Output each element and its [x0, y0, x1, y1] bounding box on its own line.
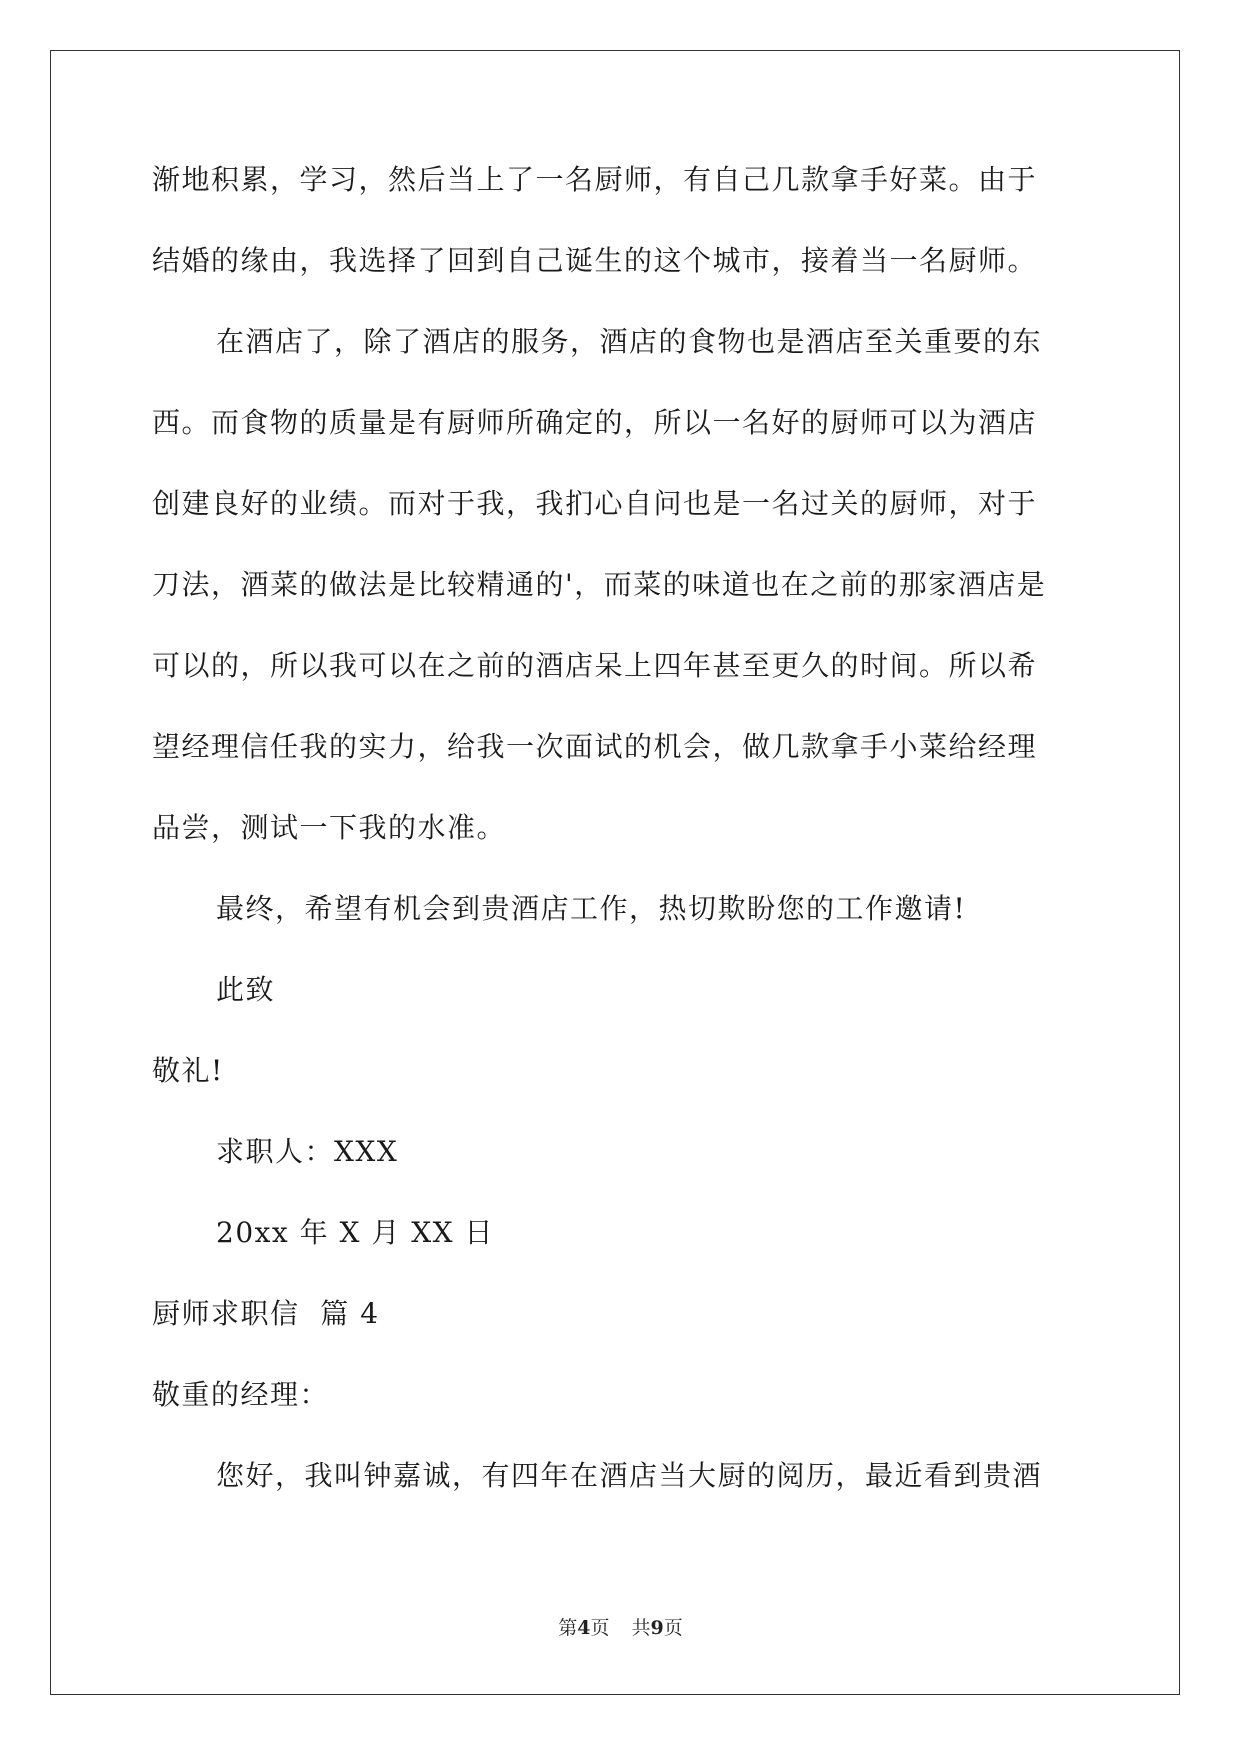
paragraph-line: 西。而食物的质量是有厨师所确定的，所以一名好的厨师可以为酒店: [152, 406, 1038, 439]
section-heading: 厨师求职信 篇 4: [152, 1297, 380, 1330]
document-body: [152, 160, 1082, 1537]
salutation-jingli: 敬礼!: [152, 1054, 224, 1087]
total-page-number: 9: [650, 1617, 664, 1639]
applicant-name: 求职人：XXX: [216, 1135, 399, 1168]
footer-total-suffix: 页: [663, 1617, 683, 1639]
paragraph-line: 品尝，测试一下我的水准。: [152, 811, 507, 844]
footer-page-suffix: 页: [590, 1617, 610, 1639]
closing-wish: 最终，希望有机会到贵酒店工作，热切欺盼您的工作邀请!: [216, 892, 967, 925]
letter-date: 20xx 年 X 月 XX 日: [216, 1216, 495, 1249]
paragraph-line: 在酒店了，除了酒店的服务，酒店的食物也是酒店至关重要的东: [216, 325, 1043, 358]
paragraph-line: 您好，我叫钟嘉诚，有四年在酒店当大厨的阅历，最近看到贵酒: [216, 1459, 1043, 1492]
letter-greeting: 敬重的经理：: [152, 1378, 330, 1411]
footer-prefix: 第: [558, 1617, 578, 1639]
paragraph-line: 望经理信任我的实力，给我一次面试的机会，做几款拿手小菜给经理: [152, 730, 1038, 763]
salutation-cizhi: 此致: [216, 973, 276, 1006]
paragraph-line: 刀法，酒菜的做法是比较精通的'，而菜的味道也在之前的那家酒店是: [152, 568, 1047, 601]
paragraph-line: 创建良好的业绩。而对于我，我扪心自问也是一名过关的厨师，对于: [152, 487, 1038, 520]
paragraph-line: 渐地积累，学习，然后当上了一名厨师，有自己几款拿手好菜。由于: [152, 163, 1038, 196]
current-page-number: 4: [577, 1617, 591, 1639]
paragraph-line: 可以的，所以我可以在之前的酒店呆上四年甚至更久的时间。所以希: [152, 649, 1038, 682]
paragraph-line: 结婚的缘由，我选择了回到自己诞生的这个城市，接着当一名厨师。: [152, 244, 1038, 277]
footer-total-prefix: 共: [631, 1617, 651, 1639]
page-footer: [0, 1613, 1241, 1640]
